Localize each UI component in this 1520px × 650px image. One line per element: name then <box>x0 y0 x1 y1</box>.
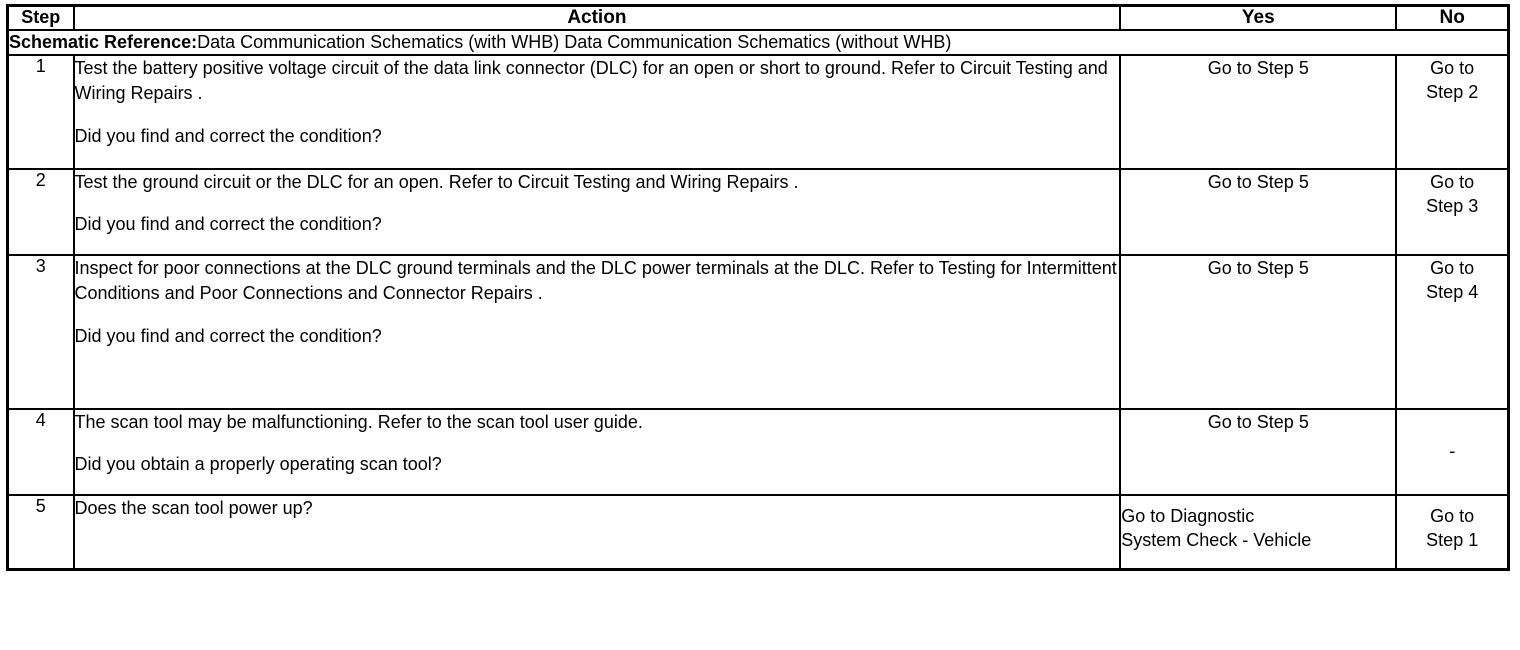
column-header-no: No <box>1396 6 1508 31</box>
step-number: 3 <box>8 255 74 409</box>
yes-cell: Go to Step 5 <box>1120 255 1396 409</box>
action-text-primary: Inspect for poor connections at the DLC ground terminals and the DLC power terminals at the DLC. Refer to Testing for Intermittent Conditions and Poor Connections and Connector Repairs . <box>74 257 1117 304</box>
step-number: 4 <box>8 409 74 495</box>
action-text-question: Did you obtain a properly operating scan tool? <box>74 454 442 475</box>
no-cell: - <box>1396 409 1508 495</box>
table-row <box>8 495 1509 570</box>
no-text-line2: Step 3 <box>1426 195 1479 216</box>
action-spacer <box>75 107 1120 124</box>
action-text-question: Did you find and correct the condition? <box>74 214 382 235</box>
no-text-line1: Go to <box>1430 505 1475 526</box>
yes-cell <box>1120 495 1396 570</box>
schematic-reference-text: Data Communication Schematics (with WHB) Data Communication Schematics (without WHB) <box>197 32 952 52</box>
yes-cell: Go to Step 5 <box>1120 409 1396 495</box>
action-cell <box>74 55 1121 169</box>
table-row <box>8 169 1509 255</box>
no-cell <box>1396 495 1508 570</box>
no-cell <box>1396 169 1508 255</box>
schematic-reference-label: Schematic Reference: <box>9 32 198 52</box>
no-cell <box>1396 255 1508 409</box>
no-text-line2: Step 2 <box>1426 81 1479 102</box>
action-text-primary: Does the scan tool power up? <box>74 497 313 518</box>
table-row <box>8 255 1509 409</box>
column-header-action: Action <box>74 6 1121 31</box>
action-cell <box>74 495 1121 570</box>
schematic-reference-row <box>8 30 1509 55</box>
action-spacer <box>75 195 1120 212</box>
table-row <box>8 409 1509 495</box>
schematic-reference-cell <box>8 30 1509 55</box>
action-spacer <box>75 435 1120 452</box>
action-spacer <box>75 307 1120 324</box>
table-body <box>8 30 1509 569</box>
column-header-step: Step <box>8 6 74 31</box>
step-number: 2 <box>8 169 74 255</box>
table-header <box>8 6 1509 31</box>
no-text-line1: Go to <box>1430 171 1475 192</box>
action-cell <box>74 409 1121 495</box>
step-number: 1 <box>8 55 74 169</box>
diagnostic-procedure-table <box>6 4 1510 571</box>
action-text-primary: The scan tool may be malfunctioning. Refer to the scan tool user guide. <box>74 411 643 432</box>
no-text-line2: Step 4 <box>1426 281 1479 302</box>
yes-text-line2: System Check - Vehicle <box>1121 529 1312 550</box>
action-text-primary: Test the ground circuit or the DLC for an open. Refer to Circuit Testing and Wiring Repairs . <box>74 171 799 192</box>
no-cell <box>1396 55 1508 169</box>
yes-text-line1: Go to Diagnostic <box>1121 505 1255 526</box>
yes-cell: Go to Step 5 <box>1120 169 1396 255</box>
action-cell <box>74 169 1121 255</box>
column-header-yes: Yes <box>1120 6 1396 31</box>
action-text-primary: Test the battery positive voltage circuit of the data link connector (DLC) for an open or short to ground. Refer to Circuit Testing and Wiring Repairs . <box>74 57 1108 104</box>
step-number: 5 <box>8 495 74 570</box>
no-text-line2: Step 1 <box>1426 529 1479 550</box>
header-row <box>8 6 1509 31</box>
action-cell <box>74 255 1121 409</box>
action-text-question: Did you find and correct the condition? <box>74 125 382 146</box>
yes-cell: Go to Step 5 <box>1120 55 1396 169</box>
no-text-line1: Go to <box>1430 57 1475 78</box>
action-text-question: Did you find and correct the condition? <box>74 325 382 346</box>
no-text-line1: Go to <box>1430 257 1475 278</box>
table-row <box>8 55 1509 169</box>
